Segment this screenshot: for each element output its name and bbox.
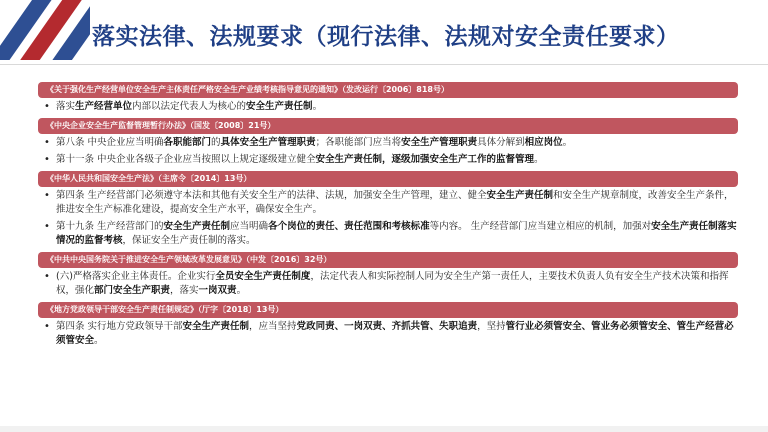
- emphasis-text: 安全生产管理职责: [401, 137, 478, 148]
- body-text: 。: [562, 137, 573, 148]
- emphasis-text: 一岗双责: [198, 285, 237, 296]
- section-header: 《中华人民共和国安全生产法》（主席令〔2014〕13号）: [38, 171, 738, 187]
- body-text: ，落实: [170, 285, 199, 296]
- bullet-item: [38, 153, 738, 167]
- section-header: 《中央企业安全生产监督管理暂行办法》（国发〔2008〕21号）: [38, 118, 738, 134]
- emphasis-text: 各个岗位的责任、责任范围和考核标准: [268, 221, 430, 232]
- body-text: 应当明确: [230, 221, 269, 232]
- section-header: 《地方党政领导干部安全生产责任制规定》（厅字〔2018〕13号）: [38, 302, 738, 318]
- emphasis-text: 安全生产责任制: [182, 321, 250, 332]
- emphasis-text: 具体安全生产管理职责: [220, 137, 316, 148]
- body-text: ，坚持: [477, 321, 506, 332]
- body-text: 内部以法定代表人为核心的: [132, 101, 247, 112]
- content-area: [38, 82, 738, 351]
- body-text: 落实: [56, 101, 76, 112]
- emphasis-text: 安全生产责任制: [163, 221, 231, 232]
- body-text: 。: [534, 154, 544, 165]
- emphasis-text: 全员安全生产责任制度: [215, 271, 311, 282]
- emphasis-text: 安全生产责任制: [486, 190, 554, 201]
- body-text: 第四条 生产经营部门必须遵守本法和其他有关安全生产的法律、法规，加强安全生产管理，建立、健全: [56, 190, 487, 201]
- corner-decoration: [0, 0, 90, 60]
- body-text: 。: [236, 285, 247, 296]
- bullet-item: [38, 220, 738, 248]
- bullet-item: [38, 189, 738, 217]
- bullet-item: [38, 136, 738, 150]
- emphasis-text: 党政同责、一岗双责、齐抓共管、失职追责: [296, 321, 478, 332]
- body-text: 的: [211, 137, 221, 148]
- emphasis-text: 安全生产责任制: [246, 101, 313, 112]
- emphasis-text: 管行业必须管安全、管业务必须管安全、管生产经营必须管安全: [56, 321, 734, 346]
- body-text: 第八条 中央企业应当明确: [56, 137, 164, 148]
- body-text: ，应当坚持: [249, 321, 297, 332]
- footer-bar: [0, 426, 768, 432]
- body-text: ，法定代表人和实际控制人同为安全生产第一责任人，主要技术负责人负有安全生产技术决策和指挥权，强化: [56, 271, 729, 296]
- emphasis-text: 安全生产责任制落实情况的监督考核: [56, 221, 737, 246]
- body-text: 等内容。 生产经营部门应当建立相应的机制，加强对: [429, 221, 652, 232]
- section-header: 《中共中央国务院关于推进安全生产领域改革发展意见》（中发〔2016〕32号）: [38, 252, 738, 268]
- bullet-item: [38, 100, 738, 114]
- section-header: 《关于强化生产经营单位安全生产主体责任严格安全生产业绩考核指导意见的通知》（发改运行〔2006〕818号）: [38, 82, 738, 98]
- body-text: 和安全生产规章制度，改善安全生产条件，推进安全生产标准化建设，提高安全生产水平，确保安全生产。: [56, 190, 734, 215]
- body-text: 具体分解到: [477, 137, 525, 148]
- body-text: 。: [94, 335, 104, 346]
- body-text: 第十一条 中央企业各级子企业应当按照以上规定逐级建立健全: [56, 154, 316, 165]
- bullet-item: [38, 320, 738, 348]
- body-text: 第十九条 生产经营部门的: [56, 221, 164, 232]
- emphasis-text: 相应岗位: [524, 137, 563, 148]
- body-text: 第四条 实行地方党政领导干部: [56, 321, 183, 332]
- body-text: (六)严格落实企业主体责任。企业实行: [56, 271, 216, 282]
- bullet-item: [38, 270, 738, 298]
- title-divider: [0, 64, 768, 65]
- body-text: ，保证安全生产责任制的落实。: [122, 235, 256, 246]
- body-text: ；各职能部门应当将: [315, 137, 402, 148]
- emphasis-text: 安全生产责任制，逐级加强安全生产工作的监督管理: [315, 154, 535, 165]
- slide-title: 落实法律、法规要求（现行法律、法规对安全责任要求）: [92, 24, 680, 50]
- emphasis-text: 生产经营单位: [75, 101, 133, 112]
- body-text: 。: [312, 101, 323, 112]
- emphasis-text: 各职能部门: [163, 137, 212, 148]
- emphasis-text: 部门安全生产职责: [94, 285, 171, 296]
